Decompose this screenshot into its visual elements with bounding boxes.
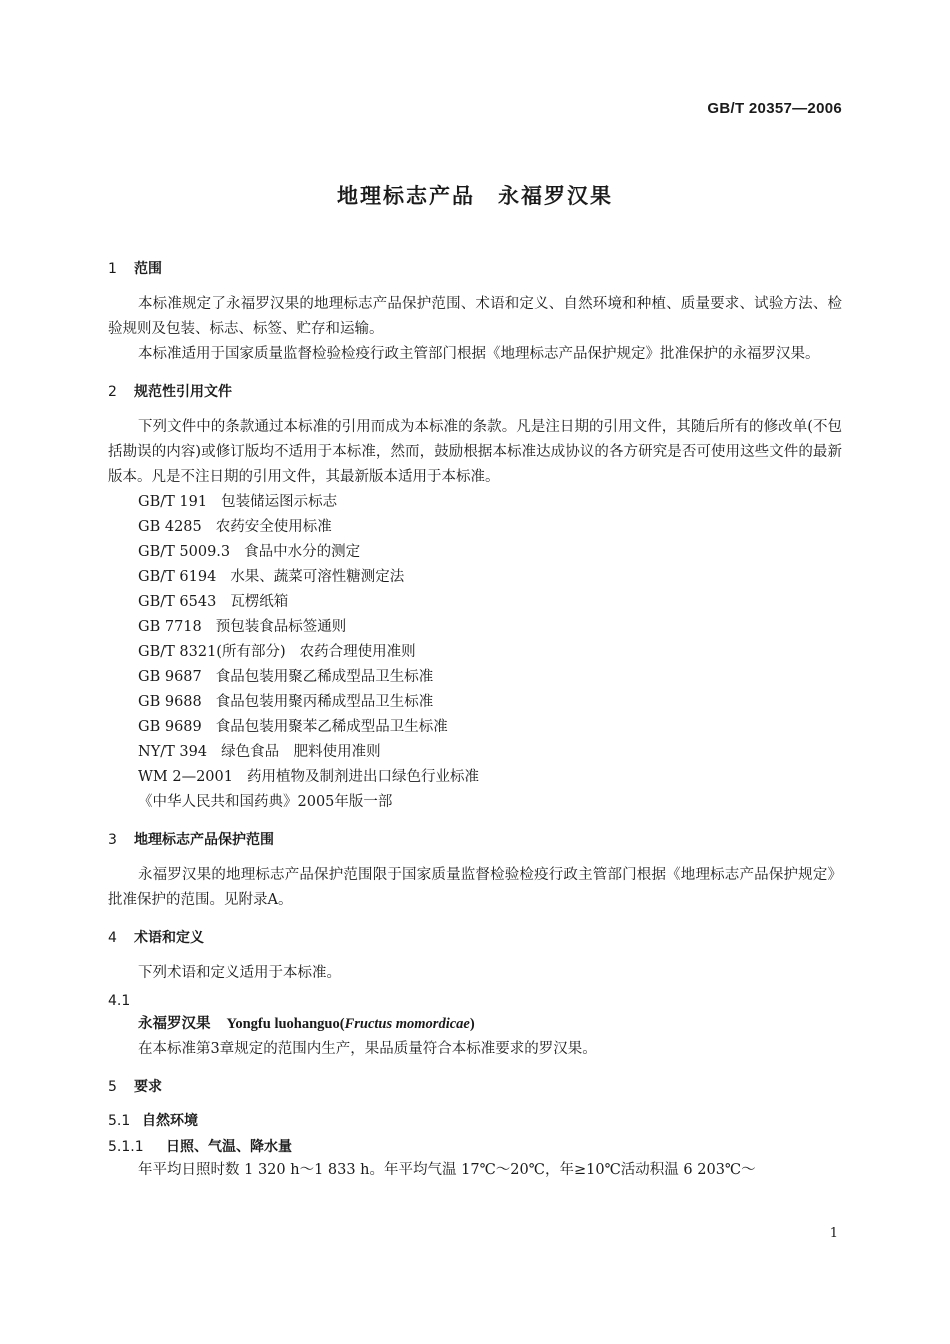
reference-name: 绿色食品 肥料使用准则 (221, 744, 381, 760)
reference-code: GB/T 5009.3 (138, 544, 231, 560)
term-english: Yongfu luohanguo (226, 1016, 340, 1032)
reference-item (138, 640, 842, 665)
reference-name: 药用植物及制剂进出口绿色行业标准 (247, 769, 479, 785)
page-number: 1 (829, 1226, 838, 1241)
section-title: 术语和定义 (134, 930, 204, 946)
term-latin: Fructus momordicae (344, 1016, 470, 1032)
subsection-5-1-1-heading (108, 1136, 842, 1158)
reference-code: GB 7718 (138, 619, 202, 635)
reference-code: 《中华人民共和国药典》2005年版一部 (138, 794, 393, 810)
reference-name: 农药安全使用标准 (215, 519, 332, 535)
reference-name: 食品中水分的测定 (244, 544, 361, 560)
reference-code: GB/T 8321(所有部分) (138, 644, 286, 660)
section-5-heading (108, 1076, 842, 1098)
reference-item (138, 490, 842, 515)
section-number: 2 (108, 384, 117, 400)
paragraph: 下列文件中的条款通过本标准的引用而成为本标准的条款。凡是注日期的引用文件，其随后所有的修改单(不包括勘误的内容)或修订版均不适用于本标准，然而，鼓励根据本标准达成协议的各方研究是否可使用这些文件的最新版本。凡是不注日期的引用文件，其最新版本适用于本标准。 (108, 419, 842, 485)
term-entry (138, 1012, 842, 1037)
section-3-heading (108, 829, 842, 851)
subsection-4-1-heading (108, 990, 842, 1012)
reference-name: 食品包装用聚乙稀成型品卫生标准 (215, 669, 434, 685)
reference-code: GB 9688 (138, 694, 202, 710)
section-2-heading (108, 381, 842, 403)
section-number: 1 (108, 261, 117, 277)
term-paren-close: ) (469, 1016, 475, 1032)
section-4-heading (108, 927, 842, 949)
section-number: 3 (108, 832, 117, 848)
section-title: 规范性引用文件 (134, 384, 232, 400)
term-definition: 在本标准第3章规定的范围内生产，果品质量符合本标准要求的罗汉果。 (138, 1041, 597, 1057)
reference-name: 水果、蔬菜可溶性糖测定法 (230, 569, 405, 585)
paragraph: 永福罗汉果的地理标志产品保护范围限于国家质量监督检验检疫行政主管部门根据《地理标志产品保护规定》批准保护的范围。见附录A。 (108, 867, 842, 908)
standard-code: GB/T 20357—2006 (707, 100, 842, 117)
section-number: 4 (108, 930, 117, 946)
paragraph: 本标准规定了永福罗汉果的地理标志产品保护范围、术语和定义、自然环境和种植、质量要求、试验方法、检验规则及包装、标志、标签、贮存和运输。 (108, 296, 842, 337)
reference-code: GB/T 6194 (138, 569, 217, 585)
reference-name: 食品包装用聚苯乙稀成型品卫生标准 (215, 719, 448, 735)
reference-name: 瓦楞纸箱 (230, 594, 289, 610)
reference-code: GB 9689 (138, 719, 202, 735)
reference-name: 农药合理使用准则 (299, 644, 416, 660)
reference-name: 预包装食品标签通则 (215, 619, 347, 635)
section-title: 地理标志产品保护范围 (134, 832, 274, 848)
paragraph: 下列术语和定义适用于本标准。 (138, 965, 341, 981)
reference-code: GB/T 6543 (138, 594, 217, 610)
reference-item (138, 790, 842, 815)
subsection-number: 5.1 (108, 1113, 131, 1129)
reference-item (138, 765, 842, 790)
reference-item (138, 740, 842, 765)
reference-name: 包装储运图示标志 (221, 494, 338, 510)
reference-item (138, 715, 842, 740)
reference-item (138, 690, 842, 715)
subsection-title: 日照、气温、降水量 (166, 1139, 292, 1155)
section-title: 范围 (134, 261, 162, 277)
reference-item (138, 565, 842, 590)
reference-item (138, 515, 842, 540)
reference-list (108, 490, 842, 815)
paragraph: 年平均日照时数 1 320 h～1 833 h。年平均气温 17℃～20℃，年≥10℃活动积温 6 203℃～ (138, 1162, 756, 1178)
document-title: 地理标志产品 永福罗汉果 (337, 184, 613, 208)
section-title: 要求 (134, 1079, 162, 1095)
reference-code: GB 4285 (138, 519, 202, 535)
term-chinese: 永福罗汉果 (138, 1016, 211, 1032)
reference-code: NY/T 394 (138, 744, 208, 760)
reference-code: GB 9687 (138, 669, 202, 685)
reference-name: 食品包装用聚丙稀成型品卫生标准 (215, 694, 434, 710)
term-paren-open: ( (339, 1016, 345, 1032)
section-1-heading (108, 258, 842, 280)
subsection-title: 自然环境 (142, 1113, 198, 1129)
subsection-5-1-heading (108, 1110, 842, 1132)
subsection-number: 5.1.1 (108, 1139, 144, 1155)
subsection-number: 4.1 (108, 993, 131, 1009)
document-body (108, 258, 842, 1183)
reference-code: GB/T 191 (138, 494, 208, 510)
reference-code: WM 2—2001 (138, 769, 233, 785)
reference-item (138, 540, 842, 565)
reference-item (138, 665, 842, 690)
reference-item (138, 590, 842, 615)
reference-item (138, 615, 842, 640)
paragraph: 本标准适用于国家质量监督检验检疫行政主管部门根据《地理标志产品保护规定》批准保护的永福罗汉果。 (138, 346, 820, 362)
section-number: 5 (108, 1079, 117, 1095)
